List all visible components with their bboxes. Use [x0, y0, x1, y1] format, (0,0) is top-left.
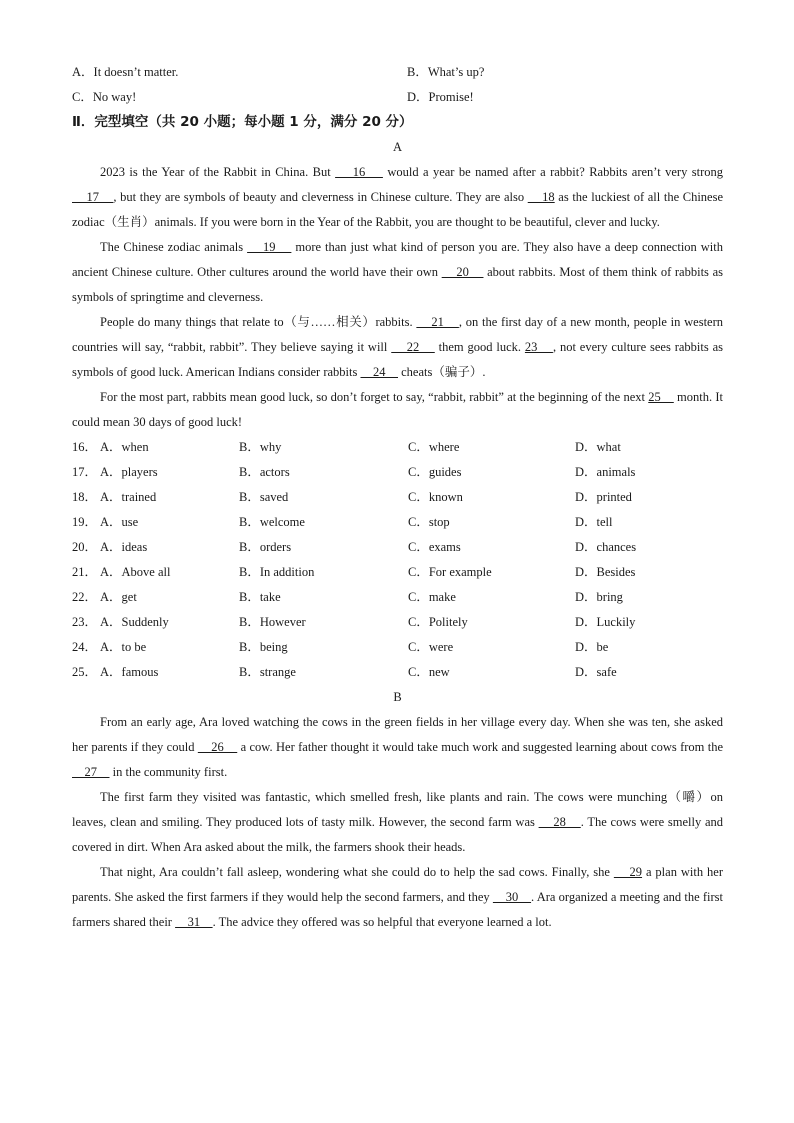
option-c: C．For example: [408, 565, 492, 579]
text: would a year be named after a rabbit? Rabbits aren’t very strong: [382, 165, 724, 179]
text: a cow. Her father thought it would take much work and suggested learning about cows from the: [237, 740, 724, 754]
option-b: B．In addition: [239, 565, 315, 579]
prev-options-row-2: [72, 85, 723, 110]
option-a: A．It doesn’t matter.: [72, 65, 179, 79]
option-a: A．Above all: [100, 565, 171, 579]
text: The Chinese zodiac animals: [100, 240, 248, 254]
option-b: B．saved: [239, 490, 289, 504]
text: For the most part, rabbits mean good luck, so don’t forget to say, “rabbit, rabbit” at the beginning of the next: [100, 390, 649, 404]
question-22: [72, 585, 723, 610]
option-c: C．make: [408, 590, 456, 604]
option-a: A．players: [100, 465, 158, 479]
blank-26: 26: [197, 740, 238, 754]
passage-a-paragraph-3: [72, 310, 723, 385]
option-c: C．where: [408, 440, 460, 454]
option-b: B．orders: [239, 540, 292, 554]
blank-21: 21: [416, 315, 459, 329]
passage-b-paragraph-1: [72, 710, 723, 785]
text: month. It could mean 30 days of good luck!: [72, 390, 724, 429]
option-b: B．strange: [239, 665, 296, 679]
blank-29: 29: [613, 865, 643, 879]
passage-b-paragraph-2: [72, 785, 723, 860]
text: as the luckiest of all the Chinese zodiac（生肖）animals. If you were born in the Year of the Rabbit, you are thought to be beautiful, clever and lucky.: [72, 190, 724, 229]
option-d: D．Besides: [575, 565, 636, 579]
option-d: D．bring: [575, 590, 623, 604]
blank-25: 25: [648, 390, 674, 404]
option-c: C．were: [408, 640, 454, 654]
text: , not every culture sees rabbits as symbols of good luck. American Indians consider rabbits: [72, 340, 724, 379]
option-b: B．take: [239, 590, 281, 604]
option-c: C．No way!: [72, 90, 137, 104]
question-number: 16．: [72, 440, 98, 454]
option-d: D．printed: [575, 490, 632, 504]
option-d: D．chances: [575, 540, 637, 554]
option-c: C．guides: [408, 465, 462, 479]
question-number: 18．: [72, 490, 98, 504]
option-c: C．stop: [408, 515, 450, 529]
text: more than just what kind of person you are. They also have a deep connection with ancient Chinese culture. Other cultures around the world have their own: [72, 240, 723, 279]
blank-24: 24: [360, 365, 398, 379]
text: . The advice they offered was so helpful that everyone learned a lot.: [212, 915, 552, 929]
text: about rabbits. Most of them think of rabbits as symbols of springtime and cleverness.: [72, 265, 723, 304]
text: a plan with her parents. She asked the first farmers if they would help the second farmers, and they: [72, 865, 723, 904]
option-a: A．get: [100, 590, 137, 604]
option-c: C．known: [408, 490, 463, 504]
question-number: 25．: [72, 665, 98, 679]
text: People do many things that relate to（与……相关）rabbits.: [100, 315, 417, 329]
exam-page: [72, 60, 723, 935]
question-20: [72, 535, 723, 560]
option-b: B．actors: [239, 465, 290, 479]
question-number: 17．: [72, 465, 98, 479]
question-16: [72, 435, 723, 460]
text: , on the first day of a new month, people in western countries will say, “rabbit, rabbit”. They believe saying it will: [72, 315, 724, 354]
text: From an early age, Ara loved watching the cows in the green fields in her village every day. When she was ten, she asked her parents if they could: [72, 715, 723, 754]
blank-23: 23: [524, 340, 553, 354]
part-b-label: B: [393, 690, 402, 704]
option-b: B．being: [239, 640, 288, 654]
option-d: D．safe: [575, 665, 617, 679]
text: cheats（骗子）.: [398, 365, 486, 379]
option-a: A．Suddenly: [100, 615, 169, 629]
question-number: 23．: [72, 615, 98, 629]
question-17: [72, 460, 723, 485]
blank-16: 16: [335, 165, 383, 179]
blank-17: 17: [72, 190, 114, 204]
option-a: A．trained: [100, 490, 157, 504]
option-c: C．exams: [408, 540, 461, 554]
blank-31: 31: [175, 915, 213, 929]
question-number: 22．: [72, 590, 98, 604]
option-a: A．to be: [100, 640, 147, 654]
part-a-label: A: [392, 140, 403, 154]
text: them good luck.: [434, 340, 525, 354]
question-24: [72, 635, 723, 660]
option-d: D．animals: [575, 465, 636, 479]
passage-a-paragraph-4: [72, 385, 723, 435]
option-b: B．why: [239, 440, 282, 454]
option-b: B．welcome: [239, 515, 305, 529]
passage-a-paragraph-2: [72, 235, 723, 310]
question-number: 20．: [72, 540, 98, 554]
text: , but they are symbols of beauty and cleverness in Chinese culture. They are also: [113, 190, 528, 204]
blank-18: 18: [527, 190, 555, 204]
blank-19: 19: [247, 240, 292, 254]
option-c: C．new: [408, 665, 450, 679]
prev-options-row-1: [72, 60, 723, 85]
option-c: C．Politely: [408, 615, 468, 629]
question-number: 19．: [72, 515, 98, 529]
question-18: [72, 485, 723, 510]
passage-b-paragraph-3: [72, 860, 723, 935]
section-title: Ⅱ．完型填空（共 20 小题；每小题 1 分，满分 20 分）: [72, 114, 413, 130]
question-19: [72, 510, 723, 535]
option-b: B．What’s up?: [407, 65, 485, 79]
question-23: [72, 610, 723, 635]
question-number: 24．: [72, 640, 98, 654]
text: 2023 is the Year of the Rabbit in China. But: [100, 165, 336, 179]
blank-28: 28: [538, 815, 581, 829]
passage-a-paragraph-1: [72, 160, 723, 235]
blank-20: 20: [441, 265, 484, 279]
text: That night, Ara couldn’t fall asleep, wondering what she could do to help the sad cows. Finally, she: [100, 865, 614, 879]
question-21: [72, 560, 723, 585]
text: . Ara organized a meeting and the first farmers shared their: [72, 890, 723, 929]
blank-30: 30: [492, 890, 532, 904]
option-d: D．Promise!: [407, 90, 474, 104]
blank-22: 22: [391, 340, 435, 354]
text: The first farm they visited was fantastic, which smelled fresh, like plants and rain. The cows were munching（嚼）on leaves, clean and smiling. They produced lots of tasty milk. However, the second farm was: [72, 790, 723, 829]
option-a: A．ideas: [100, 540, 148, 554]
option-d: D．what: [575, 440, 621, 454]
text: . The cows were smelly and covered in dirt. When Ara asked about the milk, the farmers shook their heads.: [72, 815, 723, 854]
option-d: D．be: [575, 640, 609, 654]
option-a: A．famous: [100, 665, 159, 679]
text: in the community first.: [109, 765, 228, 779]
question-list: [72, 435, 723, 685]
question-25: [72, 660, 723, 685]
option-b: B．However: [239, 615, 306, 629]
option-a: A．use: [100, 515, 139, 529]
option-d: D．Luckily: [575, 615, 636, 629]
question-number: 21．: [72, 565, 98, 579]
option-d: D．tell: [575, 515, 613, 529]
blank-27: 27: [72, 765, 110, 779]
option-a: A．when: [100, 440, 149, 454]
